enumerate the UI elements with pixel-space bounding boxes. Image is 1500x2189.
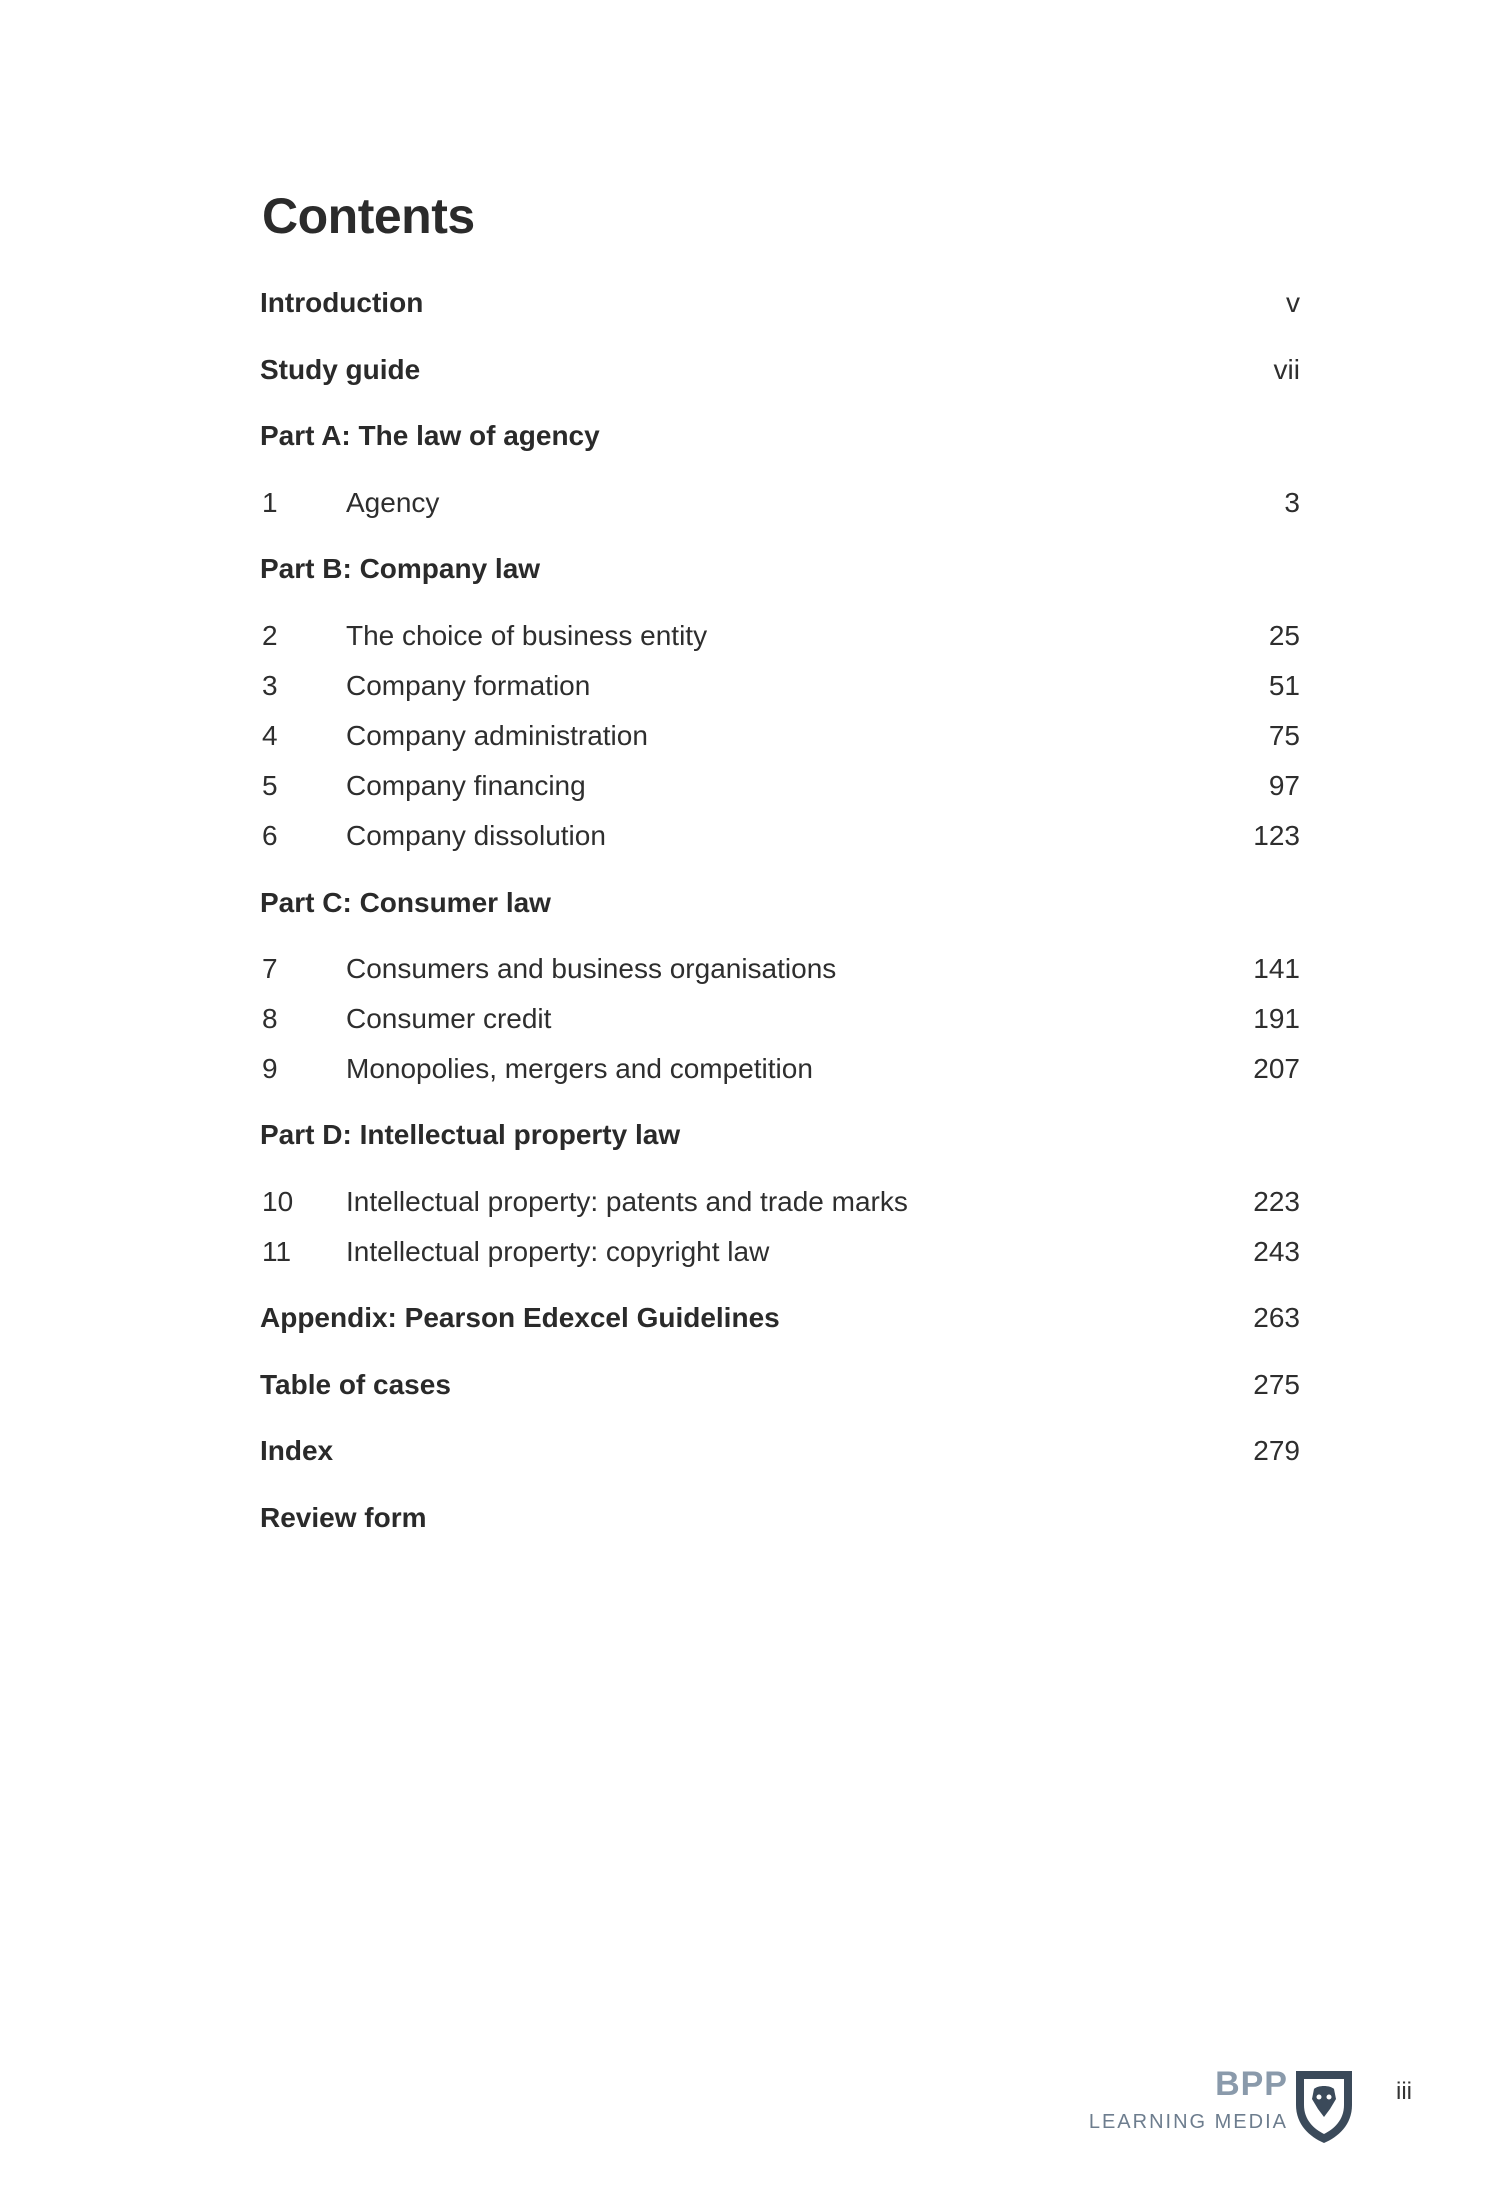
toc-entry-table-of-cases[interactable] — [0, 1362, 1500, 1408]
chapter-number: 3 — [262, 670, 278, 701]
toc-entry-chapter-8[interactable] — [0, 996, 1500, 1042]
toc-page: 191 — [1253, 1003, 1300, 1034]
toc-page: 279 — [1253, 1435, 1300, 1466]
toc-page: vii — [1273, 354, 1300, 385]
toc-entry-chapter-7[interactable] — [0, 946, 1500, 992]
toc-entry-study-guide[interactable] — [0, 347, 1500, 393]
toc-page: 75 — [1268, 720, 1300, 751]
toc-label: Index — [260, 1435, 334, 1466]
chapter-title: Agency — [346, 487, 440, 518]
toc-entry-chapter-1[interactable] — [0, 480, 1500, 526]
toc-entry-appendix[interactable] — [0, 1295, 1500, 1341]
toc-label: Study guide — [260, 354, 421, 385]
toc-page: 25 — [1268, 620, 1300, 651]
page-title: Contents — [262, 188, 475, 244]
toc-entry-chapter-6[interactable] — [0, 813, 1500, 859]
part-heading: Part C: Consumer law — [260, 887, 551, 918]
toc-entry-chapter-4[interactable] — [0, 713, 1500, 759]
toc-entry-chapter-3[interactable] — [0, 663, 1500, 709]
toc-page: 243 — [1253, 1236, 1300, 1267]
toc-page: 263 — [1253, 1302, 1300, 1333]
chapter-number: 10 — [262, 1186, 294, 1217]
toc-page: 223 — [1253, 1186, 1300, 1217]
chapter-title: Company financing — [346, 770, 586, 801]
toc-page: 51 — [1268, 670, 1300, 701]
toc-label: Appendix: Pearson Edexcel Guidelines — [260, 1302, 780, 1333]
chapter-title: Company administration — [346, 720, 648, 751]
chapter-title: Company formation — [346, 670, 591, 701]
chapter-title: The choice of business entity — [346, 620, 708, 651]
toc-entry-chapter-9[interactable] — [0, 1046, 1500, 1092]
chapter-title: Intellectual property: patents and trade marks — [346, 1186, 908, 1217]
chapter-title: Monopolies, mergers and competition — [346, 1053, 813, 1084]
toc-page: v — [1286, 287, 1300, 318]
toc-page: 207 — [1253, 1053, 1300, 1084]
chapter-number: 4 — [262, 720, 278, 751]
toc-label: Table of cases — [260, 1369, 451, 1400]
toc-page: 275 — [1253, 1369, 1300, 1400]
logo-brand: BPP — [1215, 2065, 1288, 2103]
chapter-number: 5 — [262, 770, 278, 801]
chapter-title: Consumer credit — [346, 1003, 552, 1034]
chapter-number: 2 — [262, 620, 278, 651]
toc-part-d — [0, 1112, 1500, 1158]
chapter-number: 1 — [262, 487, 278, 518]
toc-part-b — [0, 546, 1500, 592]
toc-entry-chapter-2[interactable] — [0, 613, 1500, 659]
page-number: iii — [1396, 2078, 1412, 2105]
toc-part-c — [0, 880, 1500, 926]
toc-part-a — [0, 413, 1500, 459]
chapter-number: 7 — [262, 953, 278, 984]
toc-page: 141 — [1253, 953, 1300, 984]
chapter-title: Consumers and business organisations — [346, 953, 837, 984]
toc-entry-introduction[interactable] — [0, 280, 1500, 326]
toc-entry-chapter-5[interactable] — [0, 763, 1500, 809]
toc-page: 3 — [1284, 487, 1300, 518]
part-heading: Part B: Company law — [260, 553, 541, 584]
chapter-title: Company dissolution — [346, 820, 606, 851]
toc-entry-chapter-11[interactable] — [0, 1229, 1500, 1275]
chapter-number: 11 — [262, 1236, 292, 1267]
logo-subtitle: LEARNING MEDIA — [1088, 2111, 1288, 2133]
publisher-logo — [1088, 2065, 1360, 2155]
toc-label: Review form — [260, 1502, 427, 1533]
chapter-title: Intellectual property: copyright law — [346, 1236, 770, 1267]
chapter-number: 6 — [262, 820, 278, 851]
part-heading: Part A: The law of agency — [260, 420, 600, 451]
toc-entry-chapter-10[interactable] — [0, 1179, 1500, 1225]
chapter-number: 8 — [262, 1003, 278, 1034]
part-heading: Part D: Intellectual property law — [260, 1119, 681, 1150]
toc-page: 97 — [1268, 770, 1300, 801]
toc-entry-review-form[interactable] — [0, 1495, 1500, 1541]
toc-entry-index[interactable] — [0, 1428, 1500, 1474]
lion-shield-icon — [1292, 2065, 1356, 2145]
toc-label: Introduction — [260, 287, 424, 318]
chapter-number: 9 — [262, 1053, 278, 1084]
toc-page: 123 — [1253, 820, 1300, 851]
